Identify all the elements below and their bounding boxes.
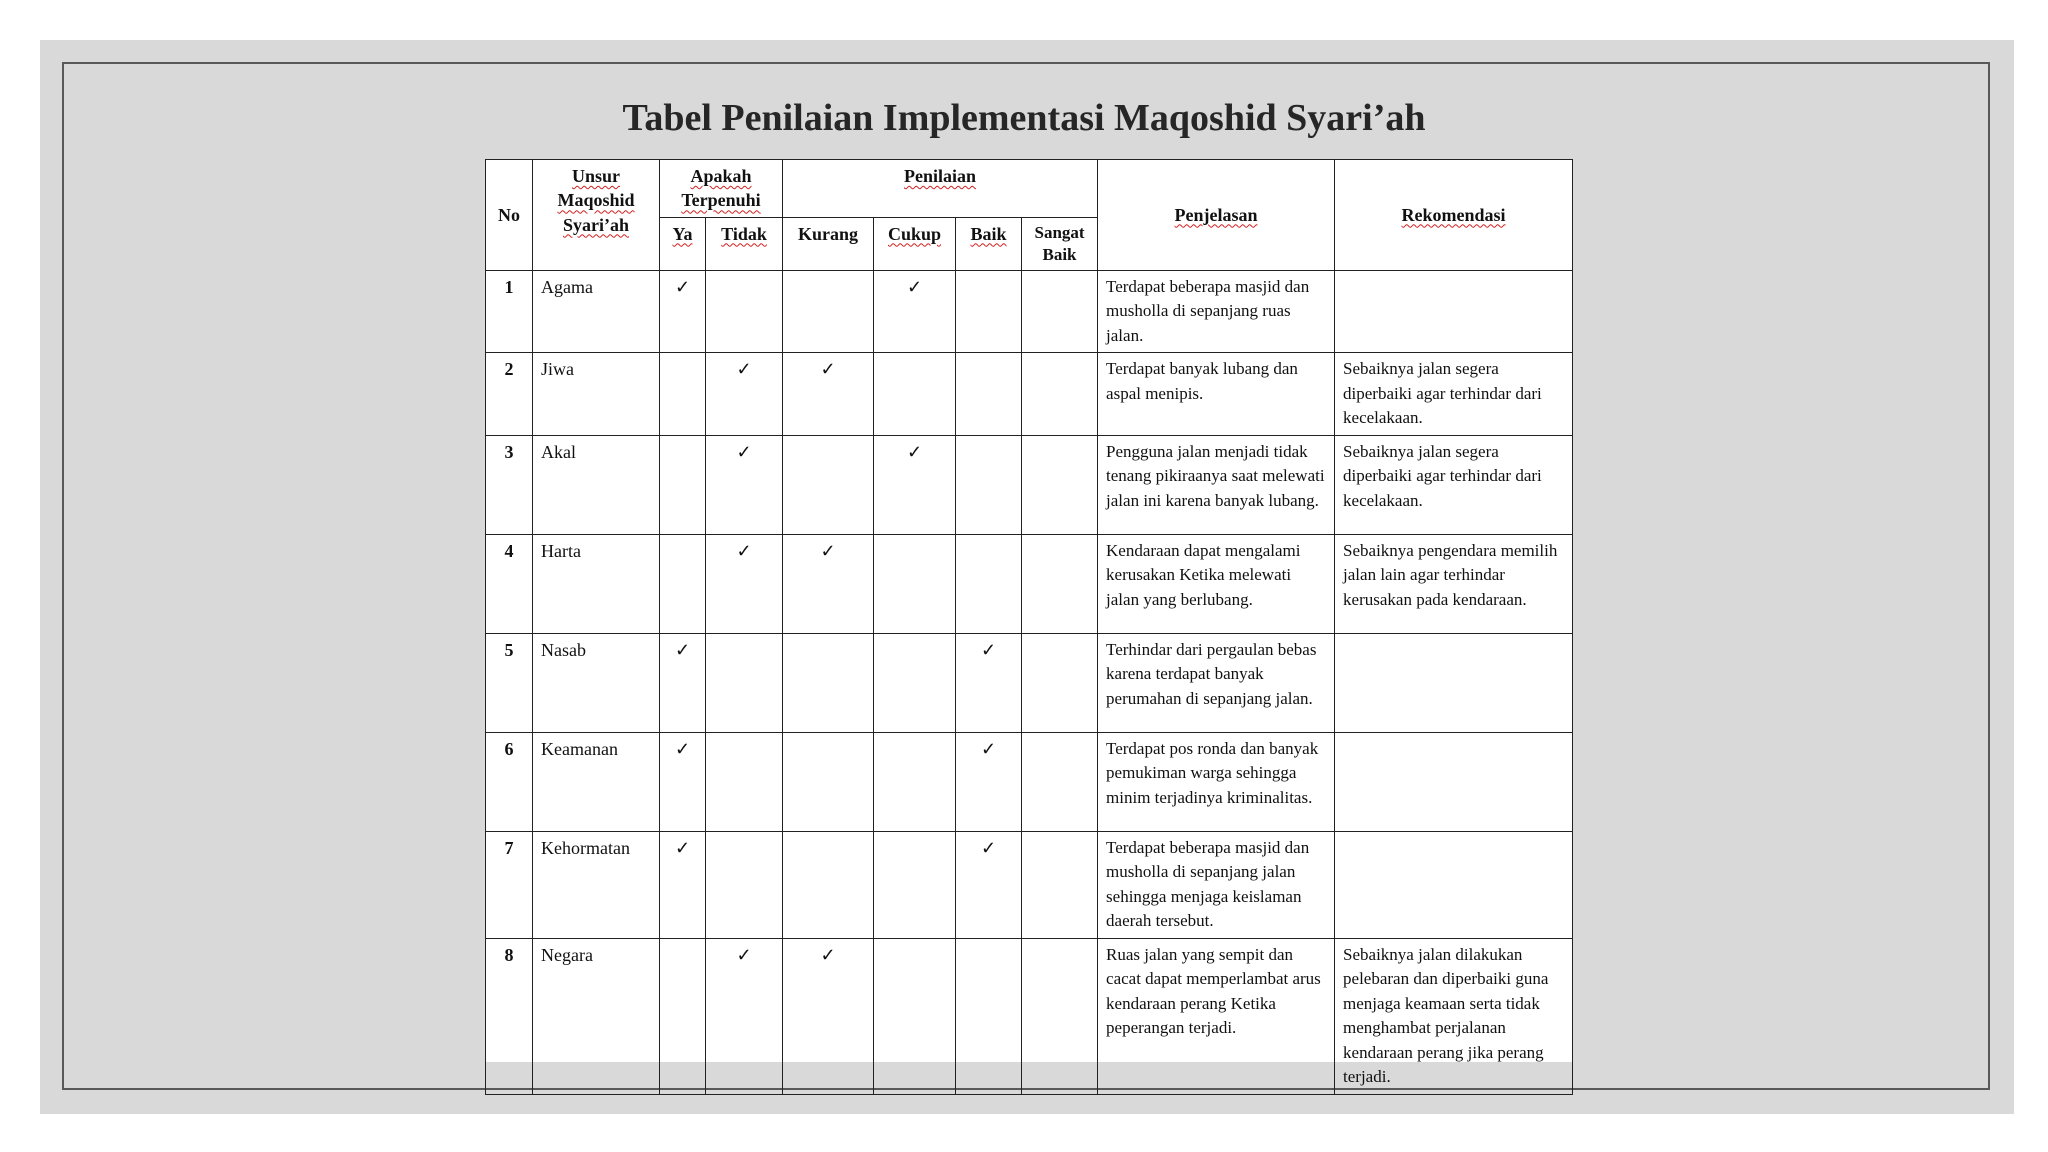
cell-rekomendasi [1335,831,1573,938]
header-unsur: Unsur Maqoshid Syari’ah [533,160,660,271]
cell-rekomendasi: Sebaiknya jalan dilakukan pelebaran dan diperbaiki guna menjaga keamaan serta tidak menghambat perjalanan kendaraan perang jika perang terjadi. [1335,938,1573,1094]
cell-ya [660,353,706,436]
cell-unsur: Harta [533,534,660,633]
cell-no: 2 [486,353,533,436]
cell-tidak: ✓ [706,353,783,436]
table-body [486,270,1573,1094]
header-tidak: Tidak [706,217,783,270]
cell-baik [956,435,1022,534]
cell-cukup [874,353,956,436]
cell-kurang [783,270,874,353]
cell-kurang: ✓ [783,353,874,436]
table-row [486,831,1573,938]
cell-penjelasan: Terhindar dari pergaulan bebas karena terdapat banyak perumahan di sepanjang jalan. [1098,633,1335,732]
cell-penjelasan: Kendaraan dapat mengalami kerusakan Ketika melewati jalan yang berlubang. [1098,534,1335,633]
header-kurang: Kurang [783,217,874,270]
cell-kurang [783,633,874,732]
cell-no: 6 [486,732,533,831]
cell-kurang: ✓ [783,938,874,1094]
assessment-table-container [485,159,1572,1087]
cell-unsur: Nasab [533,633,660,732]
cell-sangat-baik [1022,353,1098,436]
cell-kurang [783,732,874,831]
cell-rekomendasi [1335,633,1573,732]
cell-ya: ✓ [660,831,706,938]
cell-tidak: ✓ [706,435,783,534]
header-ya: Ya [660,217,706,270]
cell-sangat-baik [1022,633,1098,732]
header-baik: Baik [956,217,1022,270]
cell-sangat-baik [1022,732,1098,831]
table-row [486,435,1573,534]
cell-unsur: Kehormatan [533,831,660,938]
cell-no: 5 [486,633,533,732]
cell-unsur: Agama [533,270,660,353]
cell-sangat-baik [1022,270,1098,353]
header-sangat-baik: Sangat Baik [1022,217,1098,270]
cell-unsur: Keamanan [533,732,660,831]
table-row [486,270,1573,353]
cell-no: 7 [486,831,533,938]
cell-tidak [706,732,783,831]
cell-tidak: ✓ [706,534,783,633]
cell-unsur: Akal [533,435,660,534]
cell-sangat-baik [1022,831,1098,938]
cell-penjelasan: Pengguna jalan menjadi tidak tenang pikiraanya saat melewati jalan ini karena banyak lubang. [1098,435,1335,534]
cell-ya [660,435,706,534]
cell-tidak [706,633,783,732]
header-no: No [486,160,533,271]
cell-kurang [783,831,874,938]
cell-penjelasan: Terdapat pos ronda dan banyak pemukiman warga sehingga minim terjadinya kriminalitas. [1098,732,1335,831]
cell-baik: ✓ [956,831,1022,938]
cell-baik: ✓ [956,732,1022,831]
cell-unsur: Jiwa [533,353,660,436]
cell-penjelasan: Terdapat beberapa masjid dan musholla di sepanjang ruas jalan. [1098,270,1335,353]
cell-tidak [706,831,783,938]
assessment-table [485,159,1573,1095]
cell-ya [660,938,706,1094]
cell-cukup [874,732,956,831]
cell-no: 4 [486,534,533,633]
cell-kurang: ✓ [783,534,874,633]
cell-baik [956,353,1022,436]
slide-title: Tabel Penilaian Implementasi Maqoshid Syari’ah [622,97,1426,139]
cell-no: 8 [486,938,533,1094]
cell-ya: ✓ [660,732,706,831]
cell-rekomendasi: Sebaiknya jalan segera diperbaiki agar terhindar dari kecelakaan. [1335,353,1573,436]
table-row [486,633,1573,732]
header-rekomendasi: Rekomendasi [1335,160,1573,271]
cell-unsur: Negara [533,938,660,1094]
cell-cukup [874,938,956,1094]
header-penjelasan: Penjelasan [1098,160,1335,271]
cell-ya [660,534,706,633]
cell-baik: ✓ [956,633,1022,732]
cell-rekomendasi: Sebaiknya pengendara memilih jalan lain agar terhindar kerusakan pada kendaraan. [1335,534,1573,633]
cell-rekomendasi [1335,732,1573,831]
cell-sangat-baik [1022,938,1098,1094]
cell-rekomendasi [1335,270,1573,353]
header-cukup: Cukup [874,217,956,270]
header-apakah-terpenuhi: Apakah Terpenuhi [660,160,783,218]
table-row [486,534,1573,633]
table-row [486,732,1573,831]
cell-penjelasan: Terdapat beberapa masjid dan musholla di sepanjang jalan sehingga menjaga keislaman daerah tersebut. [1098,831,1335,938]
header-penilaian: Penilaian [783,160,1098,218]
cell-baik [956,938,1022,1094]
cell-tidak [706,270,783,353]
cell-cukup [874,633,956,732]
cell-penjelasan: Ruas jalan yang sempit dan cacat dapat memperlambat arus kendaraan perang Ketika peperangan terjadi. [1098,938,1335,1094]
cell-baik [956,270,1022,353]
cell-no: 3 [486,435,533,534]
cell-baik [956,534,1022,633]
cell-cukup: ✓ [874,270,956,353]
table-row [486,353,1573,436]
cell-tidak: ✓ [706,938,783,1094]
cell-sangat-baik [1022,435,1098,534]
cell-cukup: ✓ [874,435,956,534]
cell-penjelasan: Terdapat banyak lubang dan aspal menipis. [1098,353,1335,436]
cell-sangat-baik [1022,534,1098,633]
cell-no: 1 [486,270,533,353]
cell-kurang [783,435,874,534]
table-row [486,938,1573,1094]
cell-ya: ✓ [660,270,706,353]
cell-ya: ✓ [660,633,706,732]
cell-cukup [874,534,956,633]
cell-rekomendasi: Sebaiknya jalan segera diperbaiki agar terhindar dari kecelakaan. [1335,435,1573,534]
cell-cukup [874,831,956,938]
